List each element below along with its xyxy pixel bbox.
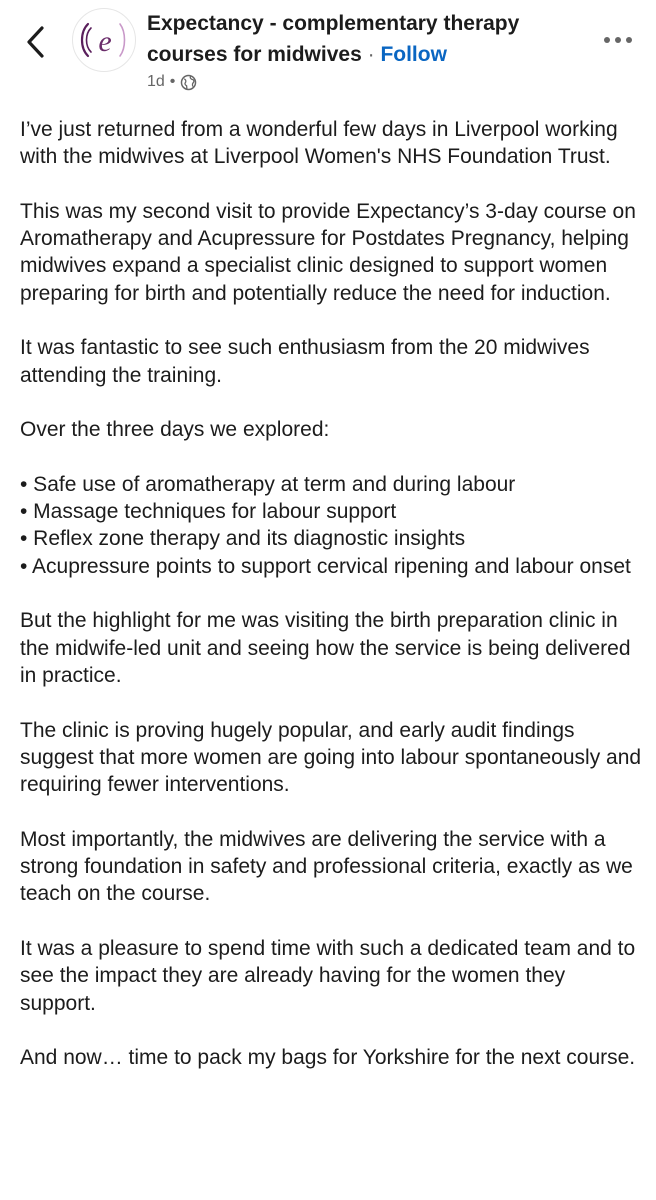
expectancy-logo: [74, 10, 134, 70]
post-paragraph: The clinic is proving hugely popular, and early audit findings suggest that more women are going into labour spontaneously and requiring fewer interventions.: [20, 718, 642, 797]
post-paragraph: It was fantastic to see such enthusiasm from the 20 midwives attending the training.: [20, 336, 590, 387]
post-paragraph: And now… time to pack my bags for Yorkshire for the next course.: [20, 1046, 636, 1070]
post-paragraph: Over the three days we explored:: [20, 418, 330, 442]
post-paragraph: But the highlight for me was visiting the birth preparation clinic in the midwife-led unit and seeing how the service is being delivered in practice.: [20, 609, 631, 687]
bullet-item: • Safe use of aromatherapy at term and during labour: [20, 472, 516, 496]
author-name[interactable]: Expectancy - complementary therapy courses for midwives: [147, 12, 520, 66]
bullet-item: • Reflex zone therapy and its diagnostic insights: [20, 527, 466, 551]
author-line: [147, 8, 577, 70]
follow-button[interactable]: Follow: [380, 43, 447, 66]
post-paragraph: Most importantly, the midwives are delivering the service with a strong foundation in safety and professional criteria, exactly as we teach on the course.: [20, 827, 633, 906]
author-avatar[interactable]: [72, 8, 136, 72]
bullet-item: • Massage techniques for labour support: [20, 500, 397, 524]
post-header: [0, 0, 656, 100]
bullet-item: • Acupressure points to support cervical ripening and labour onset: [20, 554, 631, 578]
globe-icon: [180, 74, 197, 91]
more-options-button[interactable]: [600, 28, 636, 52]
back-button[interactable]: [18, 22, 54, 62]
post-paragraph: This was my second visit to provide Expectancy’s 3-day course on Aromatherapy and Acupressure for Postdates Pregnancy, helping midwives expand a specialist clinic designed to support women preparing for birth and potentially reduce the need for induction.: [20, 199, 636, 305]
meta-separator: •: [169, 73, 176, 90]
post-paragraph: I’ve just returned from a wonderful few days in Liverpool working with the midwives at Liverpool Women's NHS Foundation Trust.: [20, 118, 618, 169]
chevron-left-icon: [26, 25, 46, 59]
author-info: [147, 8, 577, 92]
more-horizontal-icon: [603, 36, 633, 44]
avatar-letter: e: [98, 25, 112, 58]
post-paragraph: It was a pleasure to spend time with such a dedicated team and to see the impact they are already having for the women they support.: [20, 936, 636, 1015]
post-timestamp: 1d: [147, 73, 165, 90]
bullet-list: [20, 471, 642, 580]
follow-separator: ·: [367, 43, 375, 66]
post-meta: [147, 72, 577, 92]
post-text: [20, 116, 642, 1099]
